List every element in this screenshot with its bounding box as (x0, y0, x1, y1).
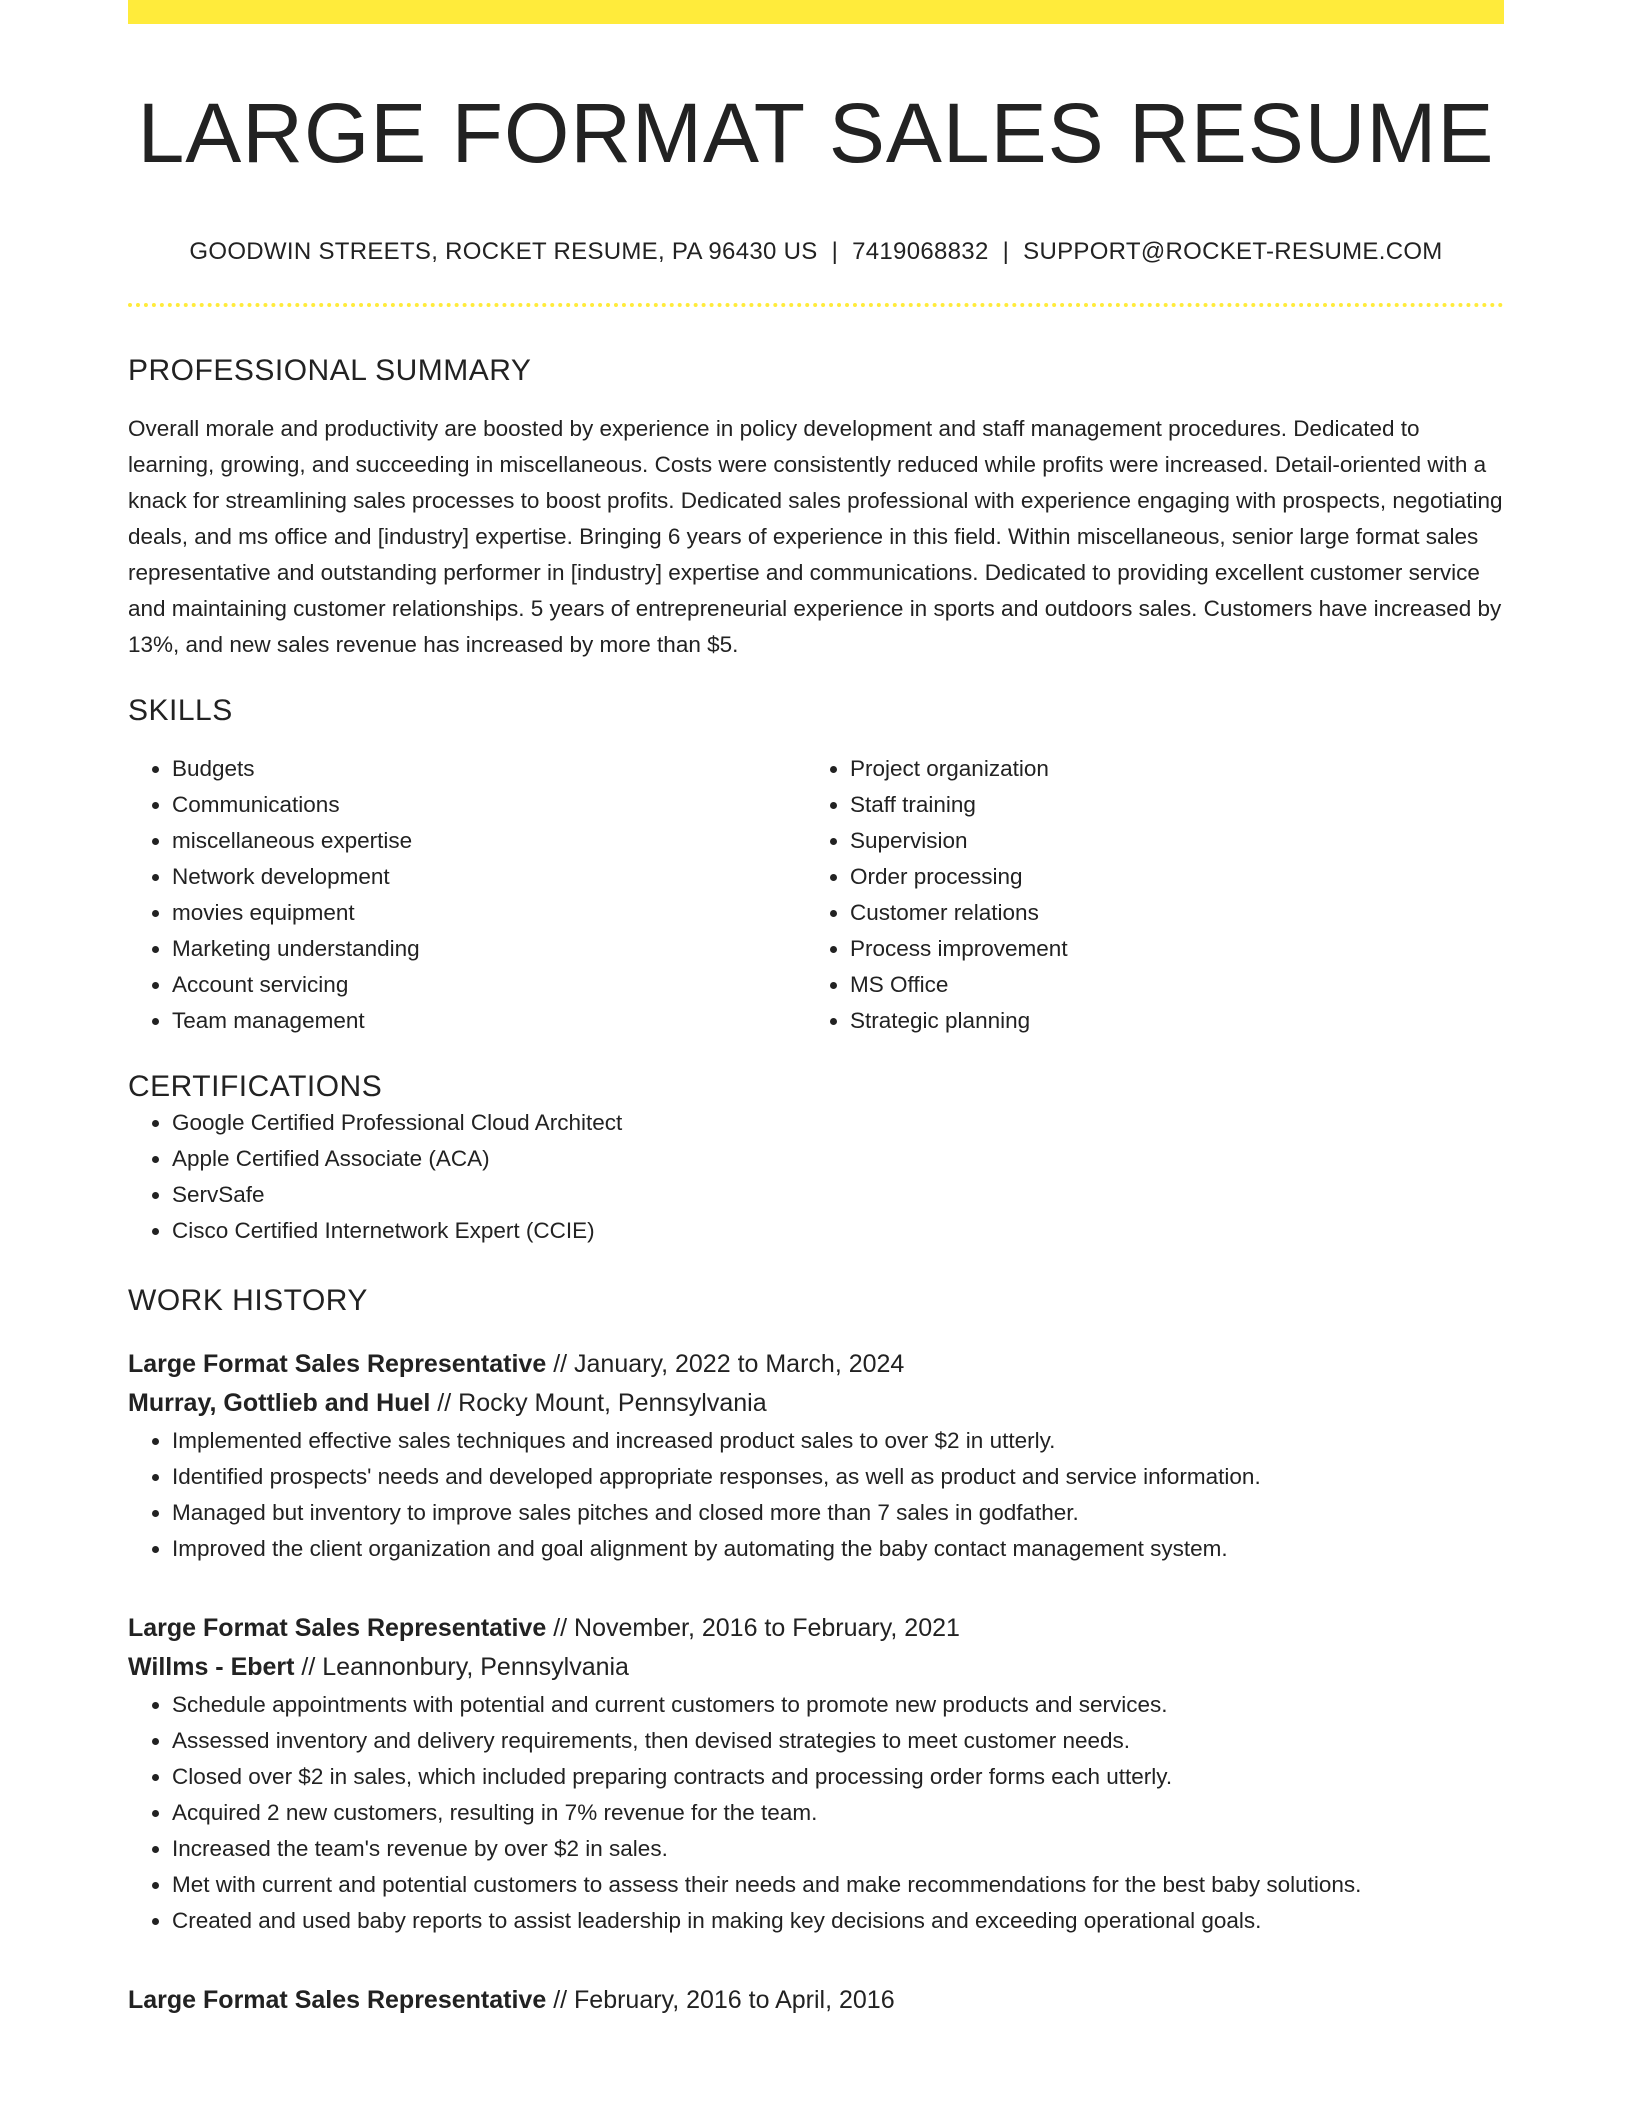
job-bullet: • Closed over $2 in sales, which included preparing contracts and processing order forms each utterly. (172, 1759, 1504, 1795)
accent-top-bar (128, 0, 1504, 24)
job-bullet: • Increased the team's revenue by over $2 in sales. (172, 1831, 1504, 1867)
skills-column-left (128, 751, 806, 1039)
job-company-line (128, 1648, 1504, 1687)
job-role-line (128, 1609, 1504, 1648)
job-bullet: • Improved the client organization and goal alignment by automating the baby contact management system. (172, 1531, 1504, 1567)
job-role: Large Format Sales Representative (128, 1614, 547, 1642)
job-company-line (128, 1384, 1504, 1423)
job-bullet: • Identified prospects' needs and developed appropriate responses, as well as product and service information. (172, 1459, 1504, 1495)
job-location: // Rocky Mount, Pennsylvania (437, 1389, 767, 1417)
contact-phone: 7419068832 (852, 238, 989, 265)
skills-list-right (806, 751, 1484, 1039)
certifications-list (128, 1105, 1504, 1249)
job-bullet-list (128, 1687, 1504, 1939)
job-entry (128, 1345, 1504, 1567)
skill-item: • Customer relations (850, 895, 1484, 931)
summary-paragraph: Overall morale and productivity are boosted by experience in policy development and staff management procedures. Dedicated to learning, growing, and succeeding in miscellaneous. Costs were consistently reduced while profits were increased. Detail-oriented with a knack for streamlining sales processes to boost profits. Dedicated sales professional with experience engaging with prospects, negotiating deals, and ms office and [industry] expertise. Bringing 6 years of experience in this field. Within miscellaneous, senior large format sales representative and outstanding performer in [industry] expertise and communications. Dedicated to providing excellent customer service and maintaining customer relationships. 5 years of entrepreneurial experience in sports and outdoors sales. Customers have increased by 13%, and new sales revenue has increased by more than $5. (128, 416, 1503, 657)
job-bullet: • Created and used baby reports to assist leadership in making key decisions and exceeding operational goals. (172, 1903, 1504, 1939)
skills-list-left (128, 751, 806, 1039)
certification-item: • Apple Certified Associate (ACA) (172, 1141, 1504, 1177)
certifications-heading: CERTIFICATIONS (128, 1070, 383, 1103)
job-role: Large Format Sales Representative (128, 1986, 547, 2014)
dotted-divider (128, 303, 1504, 307)
skill-item: • Network development (172, 859, 806, 895)
job-bullet: • Acquired 2 new customers, resulting in 7% revenue for the team. (172, 1795, 1504, 1831)
skill-item: • Team management (172, 1003, 806, 1039)
skills-heading: SKILLS (128, 694, 233, 727)
resume-page (128, 0, 1504, 2020)
certification-item: • ServSafe (172, 1177, 1504, 1213)
job-bullet: • Assessed inventory and delivery requirements, then devised strategies to meet customer needs. (172, 1723, 1504, 1759)
contact-separator: | (1002, 238, 1010, 265)
skill-item: • Supervision (850, 823, 1484, 859)
skill-item: • Communications (172, 787, 806, 823)
skill-item: • movies equipment (172, 895, 806, 931)
skill-item: • Account servicing (172, 967, 806, 1003)
skill-item: • miscellaneous expertise (172, 823, 806, 859)
skill-item: • MS Office (850, 967, 1484, 1003)
job-entry (128, 1609, 1504, 1939)
job-company: Willms - Ebert (128, 1653, 295, 1681)
job-role-line (128, 1345, 1504, 1384)
skill-item: • Order processing (850, 859, 1484, 895)
job-role-line (128, 1981, 1504, 2020)
resume-title: LARGE FORMAT SALES RESUME (137, 86, 1495, 180)
job-bullet: • Managed but inventory to improve sales pitches and closed more than 7 sales in godfather. (172, 1495, 1504, 1531)
job-bullet: • Met with current and potential customers to assess their needs and make recommendations for the best baby solutions. (172, 1867, 1504, 1903)
job-dates: // January, 2022 to March, 2024 (553, 1350, 905, 1378)
certification-item: • Google Certified Professional Cloud Architect (172, 1105, 1504, 1141)
job-bullet: • Implemented effective sales techniques and increased product sales to over $2 in utterly. (172, 1423, 1504, 1459)
job-dates: // February, 2016 to April, 2016 (553, 1986, 895, 2014)
certification-item: • Cisco Certified Internetwork Expert (CCIE) (172, 1213, 1504, 1249)
summary-heading: PROFESSIONAL SUMMARY (128, 354, 532, 387)
skills-grid (128, 751, 1504, 1039)
job-company: Murray, Gottlieb and Huel (128, 1389, 431, 1417)
contact-address: GOODWIN STREETS, ROCKET RESUME, PA 96430 US (189, 238, 818, 265)
job-bullet-list (128, 1423, 1504, 1567)
job-role: Large Format Sales Representative (128, 1350, 547, 1378)
skill-item: • Project organization (850, 751, 1484, 787)
skill-item: • Staff training (850, 787, 1484, 823)
skill-item: • Strategic planning (850, 1003, 1484, 1039)
contact-separator: | (831, 238, 839, 265)
job-entry (128, 1981, 1504, 2020)
job-location: // Leannonbury, Pennsylvania (301, 1653, 629, 1681)
contact-email: SUPPORT@ROCKET-RESUME.COM (1023, 238, 1443, 265)
skill-item: • Process improvement (850, 931, 1484, 967)
job-bullet: • Schedule appointments with potential and current customers to promote new products and services. (172, 1687, 1504, 1723)
skill-item: • Marketing understanding (172, 931, 806, 967)
job-dates: // November, 2016 to February, 2021 (553, 1614, 960, 1642)
contact-line (128, 237, 1504, 267)
skills-column-right (806, 751, 1484, 1039)
work-history-heading: WORK HISTORY (128, 1284, 368, 1317)
skill-item: • Budgets (172, 751, 806, 787)
